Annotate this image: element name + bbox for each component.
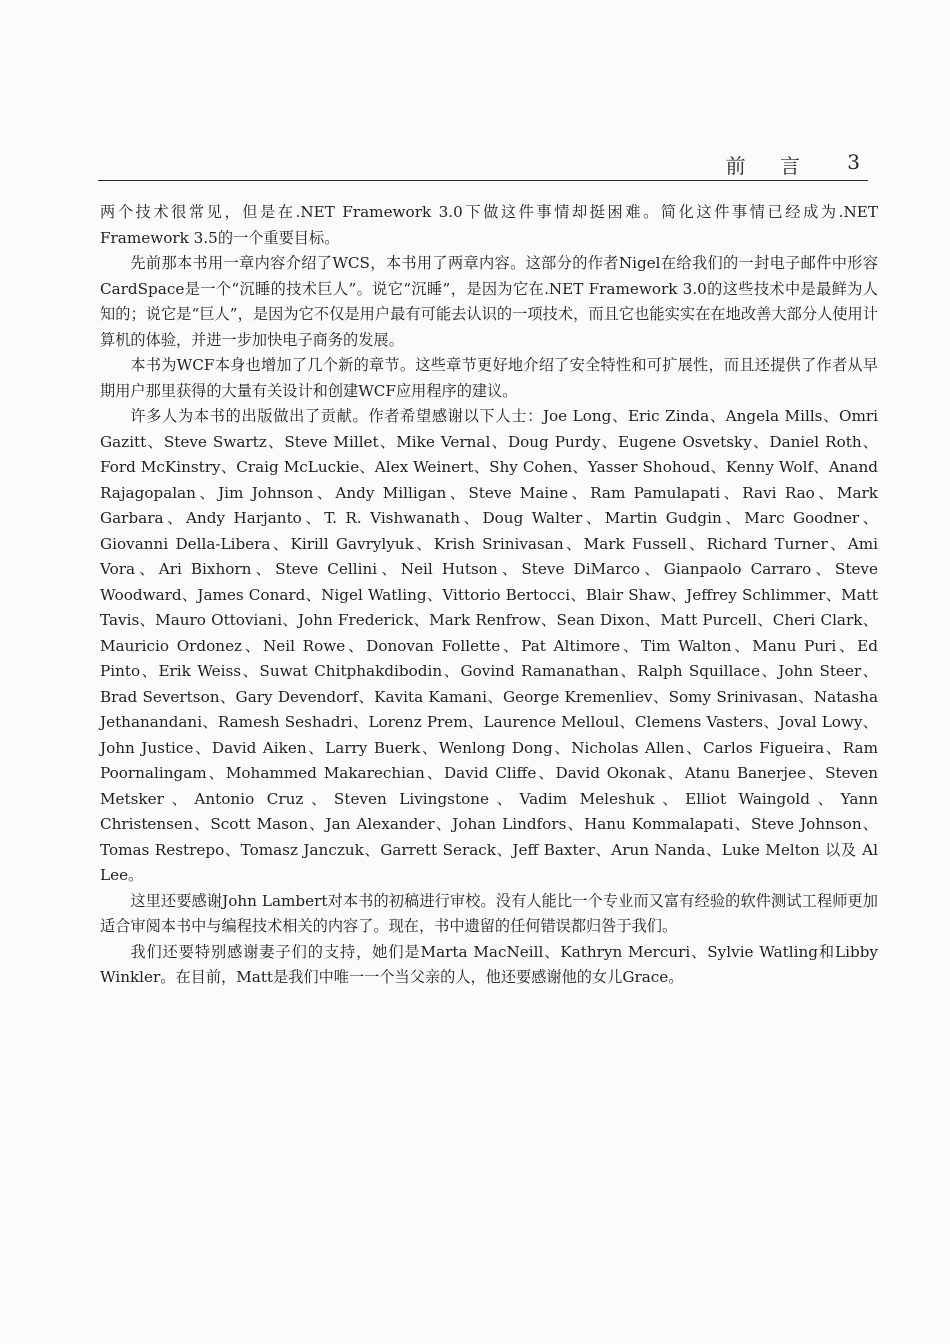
paragraph-family-thanks: 我们还要特别感谢妻子们的支持，她们是Marta MacNeill、Kathryn Mercuri、Sylvie Watling和Libby Winkler。在目前，Matt是我们中唯一一个当父亲的人，他还要感谢他的女儿Grace。 [100, 942, 878, 986]
running-header [98, 146, 868, 181]
paragraph-continued: 两个技术很常见，但是在.NET Framework 3.0下做这件事情却挺困难。简化这件事情已经成为.NET Framework 3.5的一个重要目标。 [100, 203, 878, 247]
chapter-title: 前 言 [725, 154, 814, 178]
paragraph-reviewer-thanks: 这里还要感谢John Lambert对本书的初稿进行审校。没有人能比一个专业而又富有经验的软件测试工程师更加适合审阅本书中与编程技术相关的内容了。现在，书中遗留的任何错误都归咎于我们。 [100, 891, 878, 935]
paragraph-acknowledgements: 许多人为本书的出版做出了贡献。作者希望感谢以下人士：Joe Long、Eric Zinda、Angela Mills、Omri Gazitt、Steve Swartz、Steve Millet、Mike Vernal、Doug Purdy、Eugene Osvetsky、Daniel Roth、Ford McKinstry、Craig McLuckie、Alex Weinert、Shy Cohen、Yasser Shohoud、Kenny Wolf、Anand Rajagopalan、Jim Johnson、Andy Milligan、Steve Maine、Ram Pamulapati、Ravi Rao、Mark Garbara、Andy Harjanto、T. R. Vishwanath、Doug Walter、Martin Gudgin、Marc Goodner、Giovanni Della-Libera、Kirill Gavrylyuk、Krish Srinivasan、Mark Fussell、Richard Turner、Ami Vora、Ari Bixhorn、Steve Cellini、Neil Hutson、Steve DiMarco、Gianpaolo Carraro、Steve Woodward、James Conard、Nigel Watling、Vittorio Bertocci、Blair Shaw、Jeffrey Schlimmer、Matt Tavis、Mauro Ottoviani、John Frederick、Mark Renfrow、Sean Dixon、Matt Purcell、Cheri Clark、Mauricio Ordonez、Neil Rowe、Donovan Follette、Pat Altimore、Tim Walton、Manu Puri、Ed Pinto、Erik Weiss、Suwat Chitphakdibodin、Govind Ramanathan、Ralph Squillace、John Steer、Brad Severtson、Gary Devendorf、Kavita Kamani、George Kremenliev、Somy Srinivasan、Natasha Jethanandani、Ramesh Seshadri、Lorenz Prem、Laurence Melloul、Clemens Vasters、Joval Lowy、John Justice、David Aiken、Larry Buerk、Wenlong Dong、Nicholas Allen、Carlos Figueira、Ram Poornalingam、Mohammed Makarechian、David Cliffe、David Okonak、Atanu Banerjee、Steven Metsker、Antonio Cruz、Steven Livingstone、Vadim Meleshuk、Elliot Waingold、Yann Christensen、Scott Mason、Jan Alexander、Johan Lindfors、Hanu Kommalapati、Steve Johnson、Tomas Restrepo、Tomasz Janczuk、Garrett Serack、Jeff Baxter、Arun Nanda、Luke Melton 以及 Al Lee。 [100, 407, 878, 884]
page-number: 3 [847, 150, 860, 174]
body-text [100, 200, 878, 991]
paragraph-cardspace: 先前那本书用一章内容介绍了WCS，本书用了两章内容。这部分的作者Nigel在给我们的一封电子邮件中形容CardSpace是一个“沉睡的技术巨人”。说它“沉睡”，是因为它在.NET Framework 3.0的这些技术中是最鲜为人知的；说它是“巨人”，是因为它不仅是用户最有可能去认识的一项技术，而且它也能实实在在地改善大部分人使用计算机的体验，并进一步加快电子商务的发展。 [100, 254, 878, 349]
paragraph-wcf-chapters: 本书为WCF本身也增加了几个新的章节。这些章节更好地介绍了安全特性和可扩展性，而且还提供了作者从早期用户那里获得的大量有关设计和创建WCF应用程序的建议。 [100, 356, 878, 400]
